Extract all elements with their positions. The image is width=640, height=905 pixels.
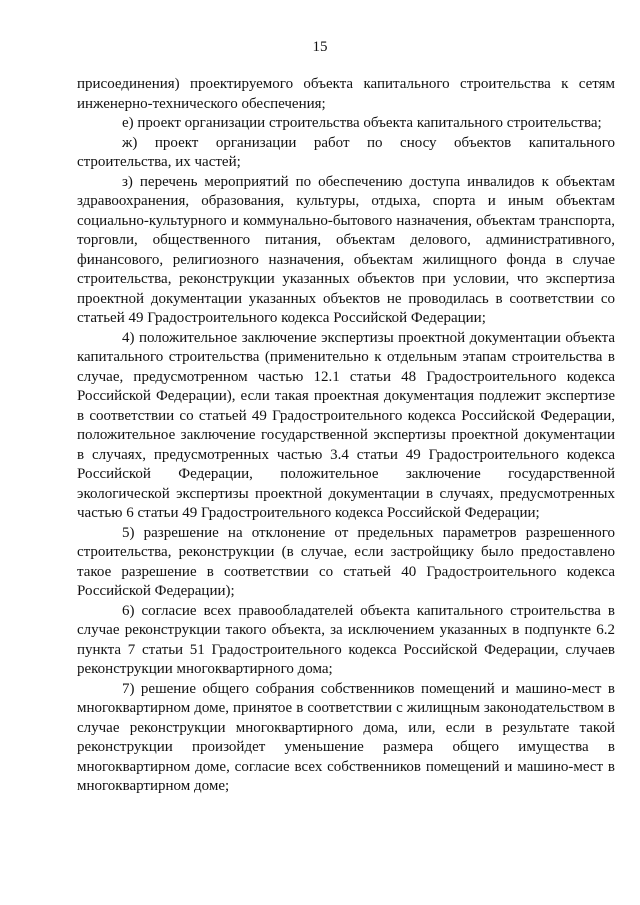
- paragraph-item-6: 6) согласие всех правообладателей объекта капитального строительства в случае реконструкции такого объекта, за исключением указанных в подпункте 6.2 пункта 7 статьи 51 Градостроительного кодекса Российской Федерации, случаев реконструкции многоквартирного дома;: [77, 602, 615, 677]
- paragraph-item-zh: ж) проект организации работ по сносу объектов капитального строительства, их частей;: [77, 134, 615, 170]
- page-number: 15: [312, 39, 328, 55]
- paragraph-item-e: е) проект организации строительства объекта капитального строительства;: [122, 115, 602, 131]
- paragraph-continuation: присоединения) проектируемого объекта капитального строительства к сетям инженерно-технического обеспечения;: [77, 76, 615, 112]
- paragraph-item-7: 7) решение общего собрания собственников помещений и машино-мест в многоквартирном доме, принятое в соответствии с жилищным законодательством в случае реконструкции многоквартирного дома, или, если в результате такой реконструкции произойдет уменьшение размера общего имущества в многоквартирном доме, согласие всех собственников помещений и машино-мест в многоквартирном доме;: [77, 680, 615, 794]
- paragraph-item-4: 4) положительное заключение экспертизы проектной документации объекта капитального строительства (применительно к отдельным этапам строительства в случае, предусмотренном частью 12.1 статьи 48 Градостроительного кодекса Российской Федерации), если такая проектная документация подлежит экспертизе в соответствии со статьей 49 Градостроительного кодекса Российской Федерации, положительное заключение государственной экспертизы проектной документации в случаях, предусмотренных частью 3.4 статьи 49 Градостроительного кодекса Российской Федерации, положительное заключение государственной экологической экспертизы проектной документации в случаях, предусмотренных частью 6 статьи 49 Градостроительного кодекса Российской Федерации;: [77, 329, 615, 521]
- paragraph-item-z: з) перечень мероприятий по обеспечению доступа инвалидов к объектам здравоохранения, образования, культуры, отдыха, спорта и иным объектам социально-культурного и коммунально-бытового назначения, объектам транспорта, торговли, общественного питания, объектам делового, административного, финансового, религиозного назначения, объектам жилищного фонда в случае строительства, реконструкции указанных объектов при условии, что экспертиза проектной документации указанных объектов не проводилась в соответствии со статьей 49 Градостроительного кодекса Российской Федерации;: [77, 173, 615, 326]
- paragraph-item-5: 5) разрешение на отклонение от предельных параметров разрешенного строительства, реконструкции (в случае, если застройщику было предоставлено такое разрешение в соответствии со статьей 40 Градостроительного кодекса Российской Федерации);: [77, 524, 615, 599]
- document-body: [77, 75, 615, 797]
